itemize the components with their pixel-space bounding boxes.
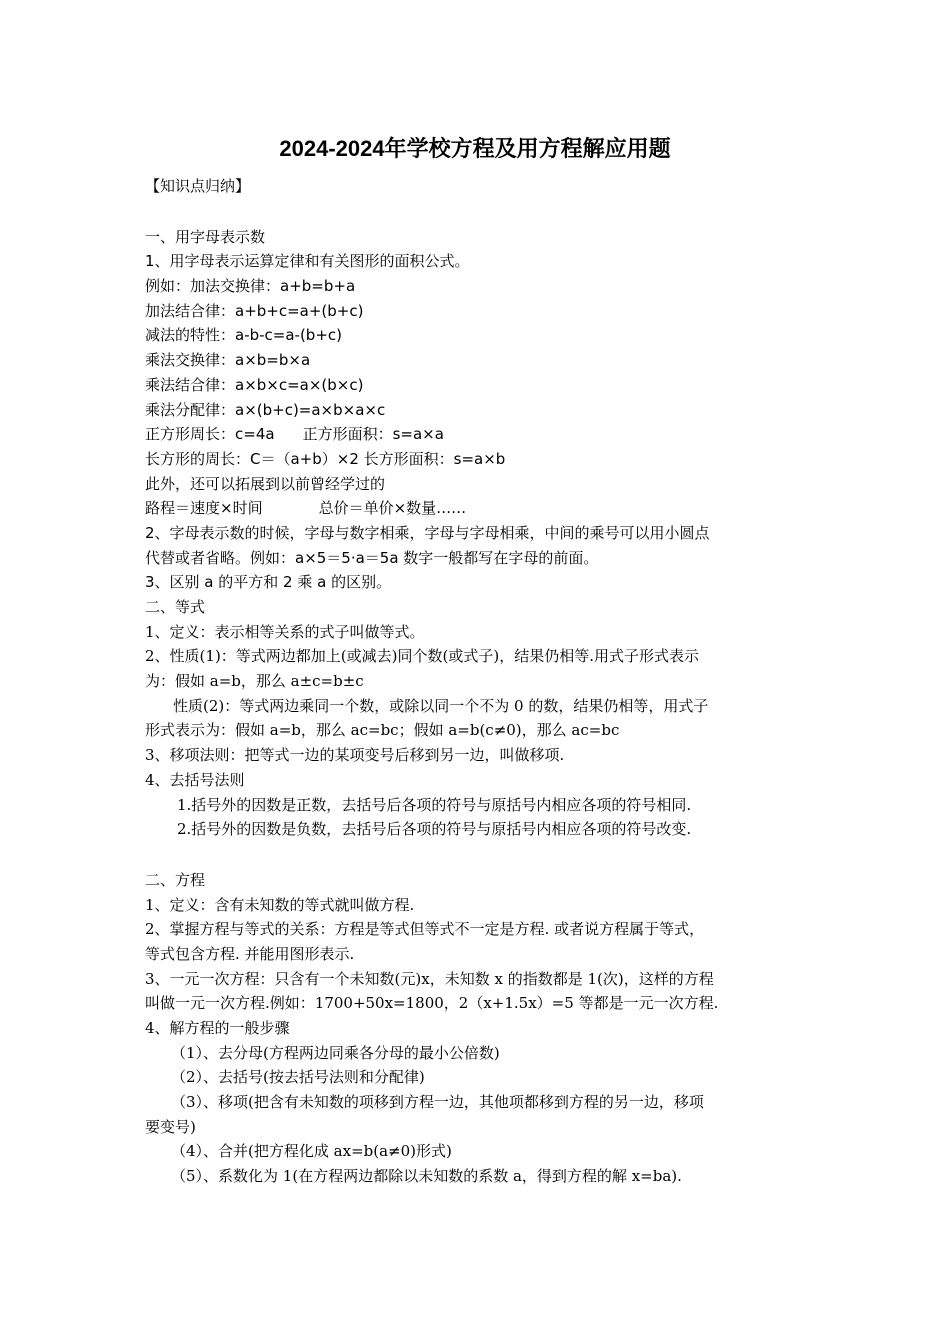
- text-line: 1.括号外的因数是正数，去括号后各项的符号与原括号内相应各项的符号相同.: [177, 795, 692, 814]
- section-heading: 二、方程: [145, 870, 206, 889]
- text-line: 4、解方程的一般步骤: [145, 1019, 290, 1037]
- text-line: 2、字母表示数的时候，字母与数字相乘，字母与字母相乘，中间的乘号可以用小圆点: [145, 523, 710, 542]
- blank-line: [145, 199, 815, 225]
- text-line: 1、定义：表示相等关系的式子叫做等式。: [145, 622, 425, 641]
- text-line: （1）、去分母(方程两边同乘各分母的最小公倍数): [171, 1043, 500, 1062]
- price-formula: 总价＝单价×数量……: [318, 499, 467, 518]
- text-line: 形式表示为：假如 a=b，那么 ac=bc；假如 a=b(c≠0)，那么 ac=bc: [145, 721, 620, 740]
- text-line: 1、用字母表示运算定律和有关图形的面积公式。: [145, 252, 470, 271]
- text-line: 2.括号外的因数是负数，去括号后各项的符号与原括号内相应各项的符号改变.: [177, 820, 692, 839]
- distance-formula: 路程＝速度×时间: [145, 499, 263, 518]
- section-heading: 二、等式: [145, 598, 206, 616]
- text-line: 加法结合律：a+b+c=a+(b+c): [145, 301, 364, 320]
- text-line: （4）、合并(把方程化成 ax=b(a≠0)形式): [171, 1142, 452, 1161]
- text-line: 要变号): [145, 1117, 196, 1136]
- text-line: 2、性质(1)：等式两边都加上(或减去)同个数(或式子)，结果仍相等.用式子形式表示: [145, 647, 699, 666]
- text-line: 叫做一元一次方程.例如：1700+50x=1800，2（x+1.5x）=5 等都是一元一次方程.: [145, 994, 719, 1013]
- text-line: （5）、系数化为 1(在方程两边都除以未知数的系数 a，得到方程的解 x=ba).: [171, 1167, 682, 1186]
- text-line: 乘法交换律：a×b=b×a: [145, 351, 311, 370]
- text-line: （3）、移项(把含有未知数的项移到方程一边，其他项都移到方程的另一边，移项: [171, 1093, 704, 1112]
- text-line: 3、移项法则：把等式一边的某项变号后移到另一边，叫做移项.: [145, 746, 565, 765]
- blank-line: [145, 842, 815, 868]
- text-line: 1、定义：含有未知数的等式就叫做方程.: [145, 895, 415, 914]
- square-perimeter: 正方形周长：c=4a: [145, 425, 275, 444]
- section-heading: 【知识点归纳】: [145, 177, 251, 195]
- document-body: [145, 174, 815, 1189]
- text-line: 性质(2)：等式两边乘同一个数，或除以同一个不为 0 的数，结果仍相等，用式子: [173, 696, 709, 715]
- text-line: 3、一元一次方程：只含有一个未知数(元)x，未知数 x 的指数都是 1(次)，这样的方程: [145, 969, 714, 988]
- text-line: 例如：加法交换律：a+b=b+a: [145, 277, 356, 296]
- section-heading: 一、用字母表示数: [145, 227, 266, 246]
- text-line: [145, 422, 815, 447]
- text-line: 长方形的周长：C＝（a+b）×2 长方形面积：s=a×b: [145, 449, 506, 468]
- text-line: 乘法分配律：a×(b+c)=a×b×a×c: [145, 400, 386, 419]
- page-title: 2024-2024年学校方程及用方程解应用题: [279, 136, 671, 161]
- text-line: 此外，还可以拓展到以前曾经学过的: [145, 474, 386, 493]
- text-line: 乘法结合律：a×b×c=a×(b×c): [145, 375, 364, 394]
- text-line: 为：假如 a=b，那么 a±c=b±c: [145, 672, 364, 691]
- text-line: [145, 496, 815, 521]
- square-area: 正方形面积：s=a×a: [302, 425, 444, 444]
- text-line: 4、去括号法则: [145, 770, 245, 789]
- text-line: 3、区别 a 的平方和 2 乘 a 的区别。: [145, 573, 392, 592]
- text-line: 代替或者省略。例如：a×5＝5·a＝5a 数字一般都写在字母的前面。: [145, 548, 599, 567]
- text-line: 等式包含方程. 并能用图形表示.: [145, 944, 355, 963]
- text-line: 减法的特性：a-b-c=a-(b+c): [145, 326, 343, 345]
- text-line: 2、掌握方程与等式的关系：方程是等式但等式不一定是方程. 或者说方程属于等式，: [145, 920, 705, 939]
- text-line: （2）、去括号(按去括号法则和分配律): [171, 1068, 425, 1087]
